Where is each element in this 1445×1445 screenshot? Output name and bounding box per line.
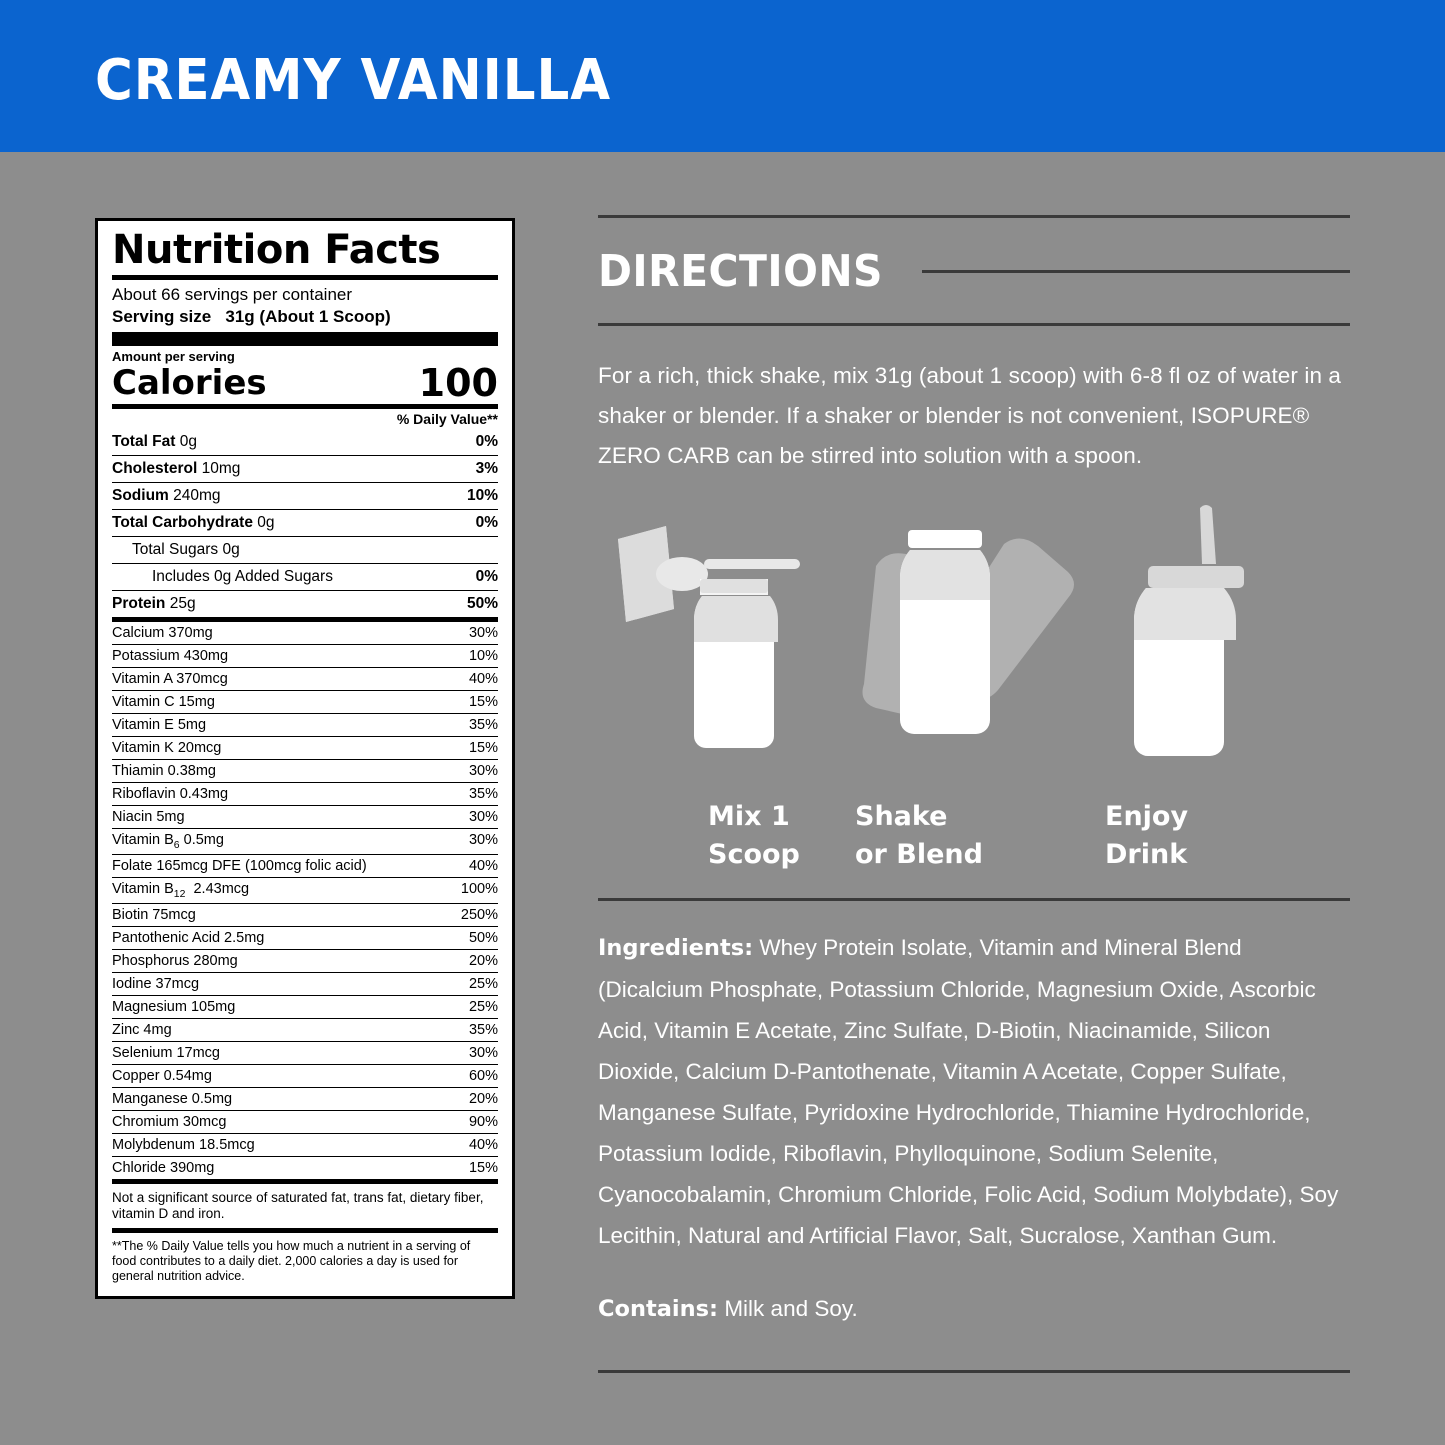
nutrient-dv: 3% [475,460,498,477]
nutrient-name: Total Carbohydrate 0g [112,514,275,531]
serving-size-value: 31g (About 1 Scoop) [225,307,391,326]
table-row [112,1133,498,1156]
contains-label: Contains: [598,1296,719,1322]
nutrient-name: Total Sugars 0g [132,541,240,558]
micronutrient-dv: 20% [468,1090,498,1107]
page-title: CREAMY VANILLA [95,48,612,113]
divider-bottom [598,1370,1350,1373]
micronutrient-dv: 25% [468,975,498,992]
contains-block [598,1292,1350,1326]
micronutrient-dv: 25% [468,998,498,1015]
scoop-icon [604,504,854,794]
micronutrient-name: Thiamin 0.38mg [112,763,216,779]
directions-text: For a rich, thick shake, mix 31g (about 1 scoop) with 6-8 fl oz of water in a shaker or blender. If a shaker or blender is not convenient, ISOPURE® ZERO CARB can be stirred into solution with a spoon. [598,363,1342,468]
nutrition-facts-panel [95,218,515,1299]
micronutrient-name: Vitamin E 5mg [112,717,207,733]
nutrient-dv: 0% [475,433,498,450]
micronutrient-dv: 30% [468,832,498,848]
step-mix-scoop [604,504,854,874]
table-row [112,926,498,949]
nutrient-name: Cholesterol 10mg [112,460,241,477]
micronutrient-dv: 60% [468,1067,498,1084]
micronutrient-dv: 35% [468,717,498,733]
micronutrient-dv: 30% [468,1044,498,1061]
table-row [112,1018,498,1041]
directions-heading [598,246,1350,297]
step-enjoy-drink [1104,504,1354,874]
micronutrient-name: Vitamin $B_{12}$ 2.43mcg [112,880,250,900]
directions-column [598,215,1350,1373]
table-row [112,995,498,1018]
table-row [112,949,498,972]
table-row [112,590,498,617]
nutrition-note: Not a significant source of saturated fat, trans fat, dietary fiber, vitamin D and iron. [112,1179,498,1228]
micronutrient-dv: 90% [468,1113,498,1130]
micronutrient-name: Magnesium 105mg [112,998,236,1015]
micronutrient-name: Chromium 30mcg [112,1113,227,1130]
table-row [112,877,498,903]
divider-above-ingredients [598,898,1350,901]
nutrient-name: Sodium 240mg [112,487,221,504]
micronutrient-name: Manganese 0.5mg [112,1090,233,1107]
daily-value-header: % Daily Value** [396,411,498,427]
daily-value-footnote: **The % Daily Value tells you how much a nutrient in a serving of food contributes to a daily diet. 2,000 calories a day is used for general nutrition advice. [112,1228,498,1286]
micronutrient-dv: 40% [468,857,498,874]
micronutrient-name: Zinc 4mg [112,1021,172,1038]
table-row [112,644,498,667]
micronutrient-dv: 30% [468,625,498,641]
micronutrient-dv: 35% [468,786,498,802]
micronutrient-name: Iodine 37mcg [112,975,200,992]
micronutrient-dv: 15% [468,694,498,710]
micronutrient-name: Pantothenic Acid 2.5mg [112,929,265,946]
micronutrient-name: Niacin 5mg [112,809,185,825]
micronutrient-name: Riboflavin 0.43mg [112,786,229,802]
table-row [112,1156,498,1179]
micronutrient-name: Folate 165mcg DFE (100mcg folic acid) [112,857,367,874]
table-row [112,759,498,782]
drink-icon [1104,504,1354,794]
table-row [112,667,498,690]
table-row [112,563,498,590]
ingredients-block [598,927,1350,1256]
micronutrient-dv: 35% [468,1021,498,1038]
table-row [112,482,498,509]
ingredients-text: Whey Protein Isolate, Vitamin and Mineral Blend (Dicalcium Phosphate, Potassium Chloride, Magnesium Oxide, Ascorbic Acid, Vitamin E Acetate, Zinc Sulfate, D-Biotin, Niacinamide, Silicon Dioxide, Calcium D-Pantothenate, Vitamin A Acetate, Copper Sulfate, Manganese Sulfate, Pyridoxine Hydrochloride, Thiamine Hydrochloride, Potassium Iodide, Riboflavin, Phylloquinone, Sodium Selenite, Cyanocobalamin, Chromium Chloride, Folic Acid, Sodium Molybdate), Soy Lecithin, Natural and Artificial Flavor, Salt, Sucralose, Xanthan Gum. [598,935,1339,1248]
divider-under-title [598,323,1350,326]
step-label: Enjoy Drink [1105,801,1189,870]
micronutrient-name: Vitamin C 15mg [112,694,215,710]
contains-text: Milk and Soy. [718,1296,858,1321]
table-row [112,782,498,805]
micronutrient-name: Potassium 430mg [112,648,229,664]
table-row [112,736,498,759]
nutrient-dv: 50% [466,595,498,612]
calories-label: Calories [112,363,267,403]
micronutrient-dv: 250% [460,906,498,923]
table-row [112,805,498,828]
shaker-shake-icon [854,504,1104,794]
table-row [112,854,498,877]
micronutrient-dv: 30% [468,763,498,779]
micronutrient-name: Vitamin $B_6$ 0.5mg [112,832,224,851]
micronutrient-name: Copper 0.54mg [112,1067,212,1084]
main-nutrient-rows [112,429,498,617]
nutrient-name: Total Fat 0g [112,433,197,450]
micronutrient-name: Chloride 390mg [112,1159,215,1176]
nutrient-dv: 10% [466,487,498,504]
serving-size-row [112,306,498,332]
micronutrient-name: Phosphorus 280mg [112,952,238,969]
step-label: Mix 1 Scoop [708,801,800,870]
serving-size-label: Serving size [112,307,212,326]
step-label: Shake or Blend [855,801,983,870]
servings-per-container: About 66 servings per container [112,285,353,304]
micronutrient-rows [112,617,498,1179]
micronutrient-name: Vitamin K 20mcg [112,740,222,756]
micronutrient-dv: 10% [468,648,498,664]
micronutrient-dv: 15% [468,740,498,756]
micronutrient-name: Selenium 17mcg [112,1044,220,1061]
table-row [112,455,498,482]
nutrient-name: Includes 0g Added Sugars [152,568,333,585]
nutrition-facts-title: Nutrition Facts [112,227,441,273]
nutrient-name: Protein 25g [112,595,196,612]
micronutrient-dv: 40% [468,671,498,687]
steps-row [604,504,1350,874]
table-row [112,1041,498,1064]
nutrient-dv: 0% [475,568,498,585]
header-banner [0,0,1445,152]
micronutrient-name: Biotin 75mcg [112,906,196,923]
nutrient-dv: 0% [475,514,498,531]
micronutrient-dv: 20% [468,952,498,969]
table-row [112,509,498,536]
micronutrient-name: Molybdenum 18.5mcg [112,1136,255,1153]
table-row [112,1087,498,1110]
micronutrient-dv: 30% [468,809,498,825]
micronutrient-name: Vitamin A 370mcg [112,671,228,687]
micronutrient-name: Calcium 370mg [112,625,213,641]
table-row [112,903,498,926]
step-shake-blend [854,504,1104,874]
table-row [112,1064,498,1087]
directions-title: DIRECTIONS [598,246,883,297]
table-row [112,690,498,713]
table-row [112,828,498,854]
micronutrient-dv: 100% [460,880,498,897]
table-row [112,1110,498,1133]
micronutrient-dv: 40% [468,1136,498,1153]
table-row [112,429,498,455]
table-row [112,536,498,563]
micronutrient-dv: 50% [468,929,498,946]
table-row [112,972,498,995]
calories-row [112,361,498,405]
table-row [112,713,498,736]
micronutrient-dv: 15% [468,1159,498,1176]
divider-inline [922,270,1350,273]
calories-value: 100 [418,361,498,405]
table-row [112,622,498,644]
ingredients-label: Ingredients: [598,935,754,961]
divider-top [598,215,1350,218]
amount-per-serving-label: Amount per serving [112,349,235,364]
